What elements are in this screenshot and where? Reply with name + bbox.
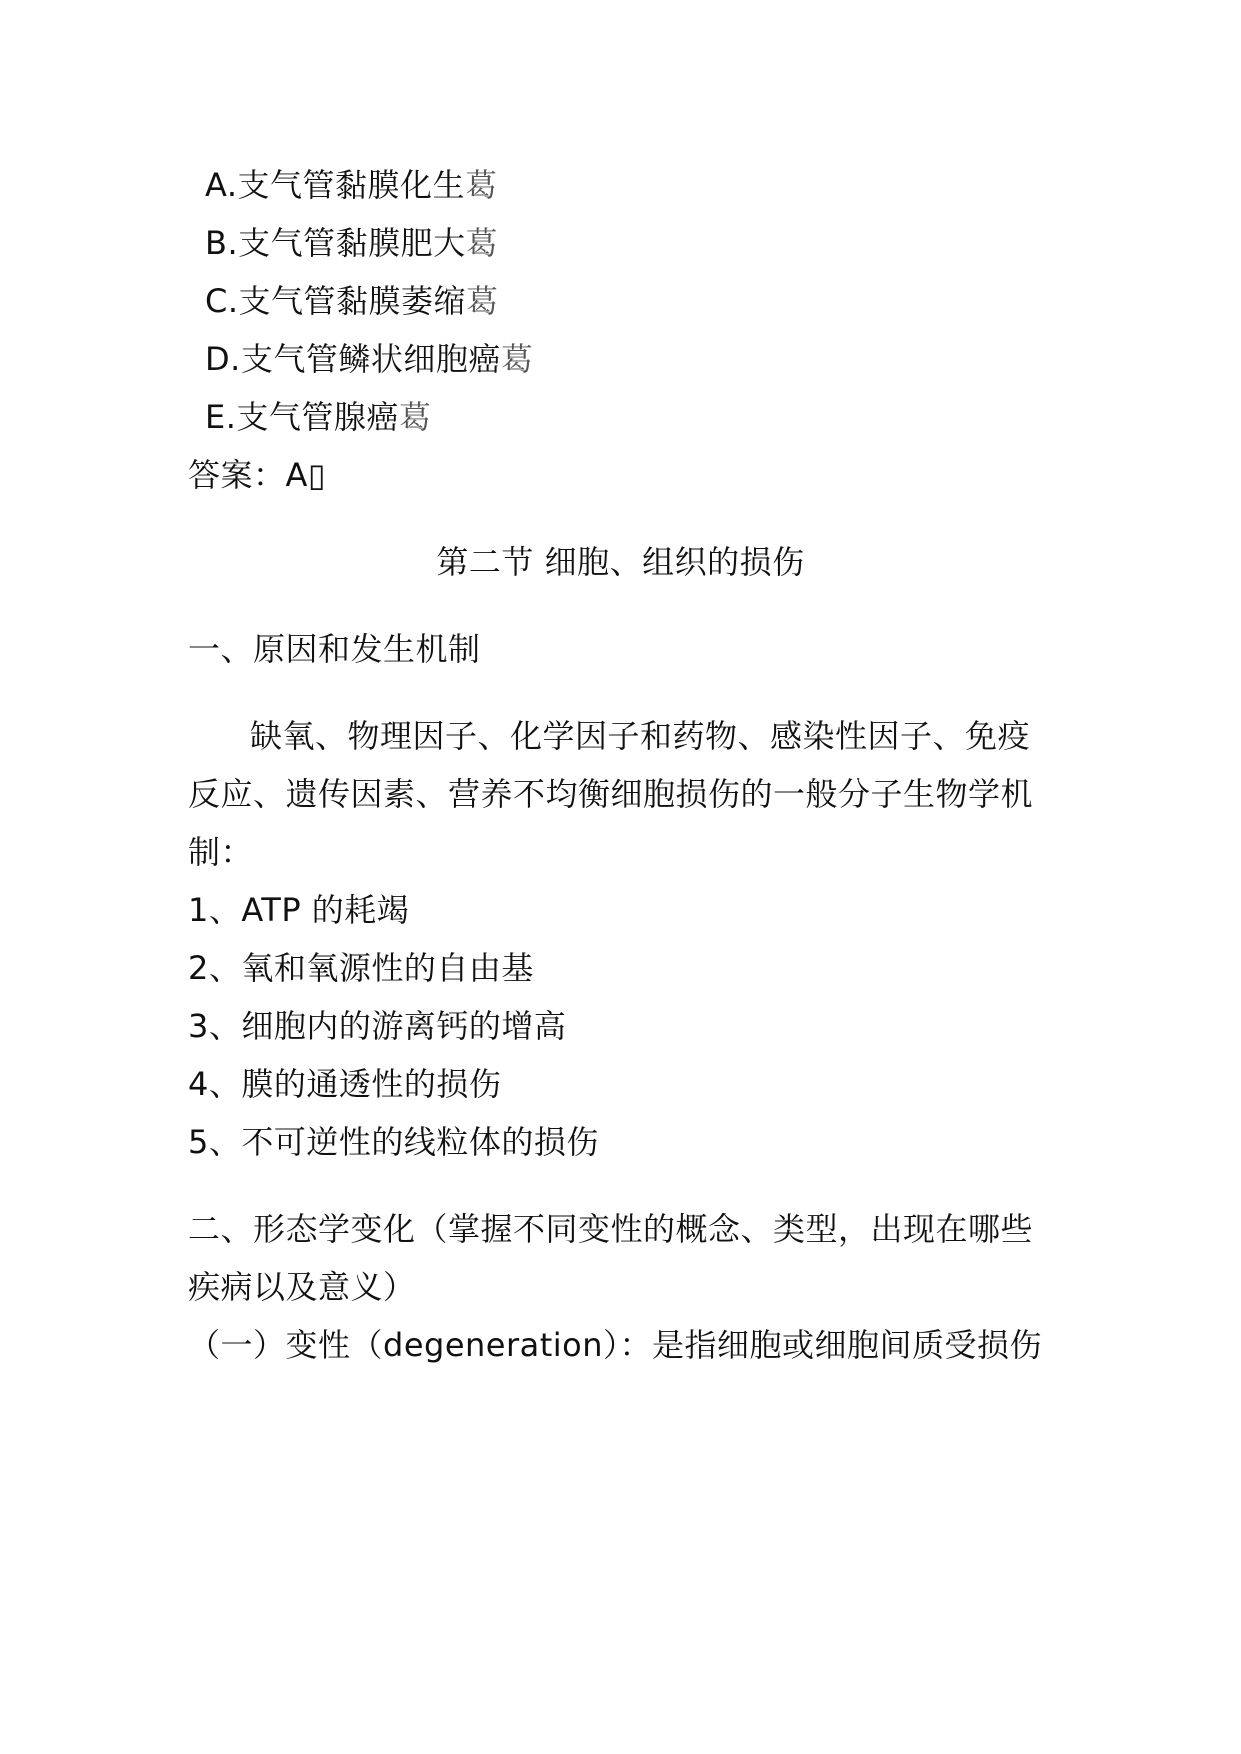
option-a [205,165,498,205]
answer-line: 答案：A▯ [188,456,327,494]
mechanism-item-5: 5、不可逆性的线粒体的损伤 [188,1123,599,1161]
option-c-mark: 葛 [466,282,499,320]
option-e-text: E.支气管腺癌 [205,398,399,436]
option-c-text: C.支气管黏膜萎缩 [205,282,467,320]
paragraph-line-3: 制： [188,833,254,871]
option-a-mark: 葛 [465,166,498,204]
mechanism-item-4: 4、膜的通透性的损伤 [188,1065,502,1103]
degeneration-definition: （一）变性（degeneration）：是指细胞或细胞间质受损伤 [188,1326,1043,1364]
option-d-mark: 葛 [500,340,534,378]
heading-causes: 一、原因和发生机制 [188,630,481,668]
option-b-mark: 葛 [465,224,499,262]
mechanism-item-1: 1、ATP 的耗竭 [188,891,410,929]
paragraph-line-2: 反应、遗传因素、营养不均衡细胞损伤的一般分子生物学机 [188,775,1034,813]
option-e [205,397,431,437]
mechanism-item-3: 3、细胞内的游离钙的增高 [188,1007,567,1045]
option-d-text: D.支气管鳞状细胞癌 [205,340,501,378]
paragraph-line-1: 缺氧、物理因子、化学因子和药物、感染性因子、免疫 [250,717,1031,755]
option-c [205,281,499,321]
option-d [205,339,533,379]
option-a-text: A.支气管黏膜化生 [205,166,466,204]
option-b [205,223,498,263]
section-title: 第二节 细胞、组织的损伤 [436,543,805,581]
mechanism-item-2: 2、氧和氧源性的自由基 [188,949,534,987]
option-e-mark: 葛 [398,398,432,436]
heading-morphology-line-2: 疾病以及意义） [188,1268,416,1306]
option-b-text: B.支气管黏膜肥大 [205,224,466,262]
heading-morphology-line-1: 二、形态学变化（掌握不同变性的概念、类型，出现在哪些 [188,1210,1034,1248]
